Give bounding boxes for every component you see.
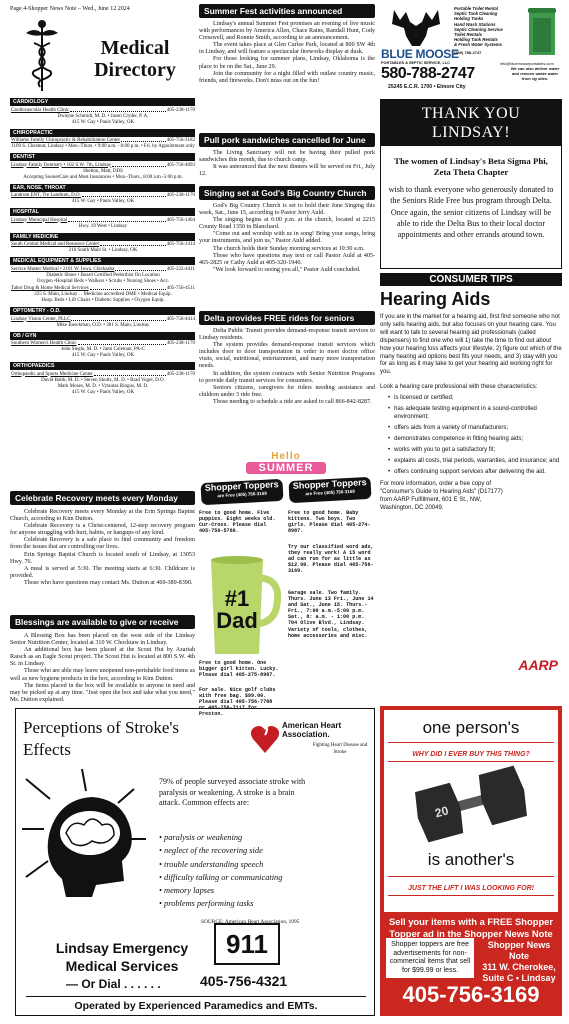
leader-dots [100, 242, 165, 246]
celebrate-heading: Celebrate Recovery meets every Monday [10, 491, 195, 505]
free-box: Shopper toppers are free advertisements for non-commercial items that sell for $99.99 or less. [386, 938, 474, 978]
directory-title-line2: Directory [94, 59, 176, 81]
weight-label: 20 [433, 803, 450, 821]
stroke-effects [159, 831, 359, 911]
blue-moose-phone: 580-788-2747 [381, 65, 475, 82]
bullet-icon: • [159, 899, 165, 909]
directory-section-heading: ORTHOPAEDICS [10, 362, 195, 370]
delta-paragraph: The system provides demand-response transit services which includes door to door transportation in order to meet doctor office visits, social, nutritional, entertainment, and many more transportation needs. [199, 342, 375, 370]
directory-entry [10, 163, 195, 169]
leader-dots [121, 138, 166, 142]
blue-moose-service: Septic Tank Cleaning [454, 11, 498, 17]
directory-entry-line: Oxygen •Hospital Beds • Walkers • Scrubs • Nursing Shoes • Acc. [36, 278, 170, 284]
summer-fest-paragraph: For those looking for summer plans, Lindsay, Oklahoma is the place to be on the Sat., June 29. [199, 56, 375, 70]
delta-paragraph: In addition, the system contracts with Senior Nutrition Programs to provide daily transit services for consumers. [199, 370, 375, 384]
directory-entry-name: Cardiovascular Health Clinic [11, 107, 70, 113]
leader-dots [78, 341, 166, 345]
directory-section-heading: CHIROPRACTIC [10, 129, 195, 137]
thank-you-body: wish to thank everyone who generously donated to the Seniors Ride Free bus program through Delta. Once again, the senior citizens of Lindsay will be able to ride the Delta Bus to their local doctor appointments and other errands around town. [388, 185, 554, 240]
consumer-tips-bullet [388, 395, 562, 403]
consumer-tips-bullet-text: works with you to get a satisfactory fit; [394, 446, 496, 453]
directory-entry-phone: 405-238-1170 [166, 107, 195, 113]
celebrate-paragraph: Celebrate Recovery is a safe place to find community and freedom from the issues that are controlling our lives. [10, 537, 195, 551]
directory-sections [10, 98, 195, 396]
consumer-tips-bullet-text: demonstrates competence in fitting hearing aids; [394, 435, 524, 442]
blessings-heading: Blessings are available to give or receive [10, 615, 195, 629]
why-banner [388, 742, 554, 762]
directory-entry-line: Dwayne Schmidt, M. D. • Jason Cryder, P. A. [57, 113, 149, 119]
celebrate-body [10, 509, 195, 587]
directory-entry-line: John Siegle, M. D. • Jami Coleman, PA-C [61, 347, 145, 352]
pull-pork-article [199, 133, 375, 178]
directory-entry-line: 415 W. Gay • Pauls Valley, OK [71, 199, 135, 204]
consumer-tips-bullets [380, 395, 562, 476]
consumer-tips-bullet-text: offers continuing support services after delivering the aid. [394, 468, 546, 475]
directory-entry-name: Landrum ENT, Tre Landrum, D.O. [11, 193, 81, 198]
dad-text [213, 588, 261, 632]
directory-entry-line: Mike Boeckman, O.D. • 301 S. Main, Lindsay [56, 322, 150, 328]
blessings-paragraph: Those who are able may leave unopened non-perishable food items as well as new hygiene products in the box, according to Kim Dutton. [10, 668, 195, 682]
just-banner [388, 876, 554, 896]
leader-dots [94, 372, 166, 376]
directory-title-area [10, 17, 195, 95]
bullet-icon: • [159, 833, 165, 842]
caduceus-icon [24, 19, 60, 93]
singing-paragraph: The singing begins at 6:00 p.m. at the church, located at 2215 County Road 1350 in Blanchard. [199, 217, 375, 231]
directory-entry-line: 216 South Main St. • Lindsay, OK [68, 248, 138, 253]
pull-pork-paragraph: The Living Sanctuary will not be having their pulled pork sandwiches this month, due to church camp. [199, 150, 375, 164]
directory-entry-name: Lindsay Vision Center, PLLC [11, 316, 71, 322]
summer-text: SUMMER [246, 462, 326, 474]
num-911-box [214, 923, 280, 965]
consumer-tips-bullet [388, 469, 562, 477]
stroke-effect-text: trouble understanding speech [164, 859, 264, 869]
blessings-paragraph: The items placed in the box will be available to anyone in need and may be picked up at any time. "Just open the box and take what you need," Ms. Dutton explained. [10, 682, 195, 703]
blue-moose-service: Hand Wash Stations [454, 21, 496, 27]
consumer-tips-title: Hearing Aids [380, 289, 491, 309]
head-brain-icon [22, 769, 150, 899]
blue-moose-name: BLUE MOOSE [381, 47, 459, 61]
badge-title: Shopper Toppers [292, 477, 367, 491]
stroke-effect-text: difficulty talking or communicating [164, 872, 283, 882]
consumer-tips-bullet-text: explains all costs, trial periods, warranties, and insurance; and [394, 457, 560, 464]
bullet-icon: • [388, 424, 391, 431]
delta-paragraph: Delta Public Transit provides demand-response transit services to Lindsay residents. [199, 328, 375, 342]
celebrate-paragraph: Erin Springs Baptist Church is located south of Lindsay, at 13053 Hwy. 76. [10, 551, 195, 565]
directory-entry-phone: 405-222-4411 [166, 266, 195, 272]
delta-article [199, 311, 375, 406]
classified-word-ads: Try our classified word ads, they really work! A 15 word ad can run for as little as $12.00. Please dial 405-756-3169. [288, 544, 374, 575]
consumer-tips-bullet [388, 436, 562, 444]
stroke-title-line2: Effects [23, 740, 71, 759]
summer-fest-paragraph: The event takes place at Glen Carlee Park, located at 800 SW 4th in Lindsay, and will feature a spectacular fireworks display at dusk. [199, 42, 375, 56]
hello-text: Hello [271, 451, 301, 462]
ems-operated: Operated by Experienced Paramedics and EMTs. [26, 996, 366, 1012]
stroke-title [23, 717, 179, 761]
directory-entry-phone: 405-756-4093 [166, 162, 195, 168]
summer-fest-body [199, 21, 375, 85]
celebrate-paragraph: Celebrate Recovery meets every Monday at the Erin Springs Baptist Church, according to Kim Dutton. [10, 509, 195, 523]
stroke-effect-item [159, 884, 359, 897]
blue-moose-phone-small: (580) 788-2747 [454, 50, 482, 55]
shopper-topper-ad [380, 706, 562, 1016]
blue-moose-ad [380, 4, 562, 95]
consumer-tips-lead: Look a hearing care professional with these characteristics: [380, 384, 538, 391]
moose-icon [386, 6, 446, 48]
directory-entry-line: 415 W. Gay • Pauls Valley, OK [71, 389, 135, 395]
singing-article [199, 186, 375, 274]
summer-fest-paragraph: Join the community for a night filled with outlaw country music, friends, and fireworks. Don't miss out on the fun! [199, 70, 375, 84]
blue-moose-service: Septic Cleaning Service [454, 26, 503, 32]
leader-dots [115, 267, 166, 271]
directory-entry-phone: 405-756-1414 [166, 242, 195, 247]
medical-directory [10, 17, 195, 396]
stroke-ad [15, 708, 375, 1016]
bullet-icon: • [388, 468, 391, 475]
singing-body [199, 203, 375, 274]
shopper-addr2: 311 W. Cherokee, [482, 962, 556, 972]
directory-entry-phone: 405-238-1170 [166, 341, 195, 346]
bullet-icon: • [388, 395, 391, 402]
aarp-logo: AARP [518, 657, 558, 673]
delta-heading: Delta provides FREE rides for seniors [199, 311, 375, 325]
blue-moose-services [454, 6, 503, 48]
thank-you-subtitle: The women of Lindsay's Beta Sigma Phi, Zeta Theta Chapter [394, 156, 548, 177]
blessings-paragraph: An additional box has been placed at the Scout Hut by Azariah Raisch as an Eagle Scout project. The Scout Hut is located at 800 S.W. 4th St. in Lindsay. [10, 647, 195, 668]
why-text: WHY DID I EVER BUY THIS THING? [412, 751, 530, 758]
directory-section-heading: HOSPITAL [10, 208, 195, 216]
directory-entry-phone: 405-756-4511 [166, 286, 195, 291]
singing-heading: Singing set at God's Big Country Church [199, 186, 375, 200]
aha-tag: Fighting Heart Disease and Stroke [312, 743, 368, 755]
singing-paragraph: God's Big Country Church is set to hold their June Singing this week, Sat., June 15, according to Pastor Jerry Auld. [199, 203, 375, 217]
directory-section-heading: EAR, NOSE, THROAT [10, 184, 195, 192]
classified-puppies: Free to good home. Five puppies. Eight weeks old. Cur-Cross. Please dial 405-756-5760. [199, 510, 276, 535]
delta-body [199, 328, 375, 406]
consumer-tips-footer: For more information, order a free copy of "Consumer's Guide to Hearing Aids" (D17177) from AARP Fulfillment, 601 E St., NW, Washington, DC 20049. [380, 481, 503, 512]
stroke-effect-item [159, 897, 359, 910]
consumer-tips-bullet [388, 458, 562, 466]
stroke-effect-item [159, 844, 359, 857]
leader-dots [68, 218, 166, 222]
just-text: JUST THE LIFT I WAS LOOKING FOR! [408, 885, 534, 892]
directory-entry-phone: 405-756-4414 [166, 316, 195, 322]
stroke-effect-text: memory lapses [164, 886, 215, 896]
blue-moose-service: Toilet Rentals [454, 32, 483, 38]
dad-number: #1 [224, 586, 250, 611]
stroke-effect-text: problems performing tasks [164, 899, 254, 909]
consumer-tips-bullet-text: has adequate testing equipment in a sound-controlled environment; [394, 406, 537, 420]
directory-section-heading: CARDIOLOGY [10, 98, 195, 106]
blue-moose-service: Portable Toilet Rental [454, 6, 499, 11]
ems-line2: Medical Services [65, 958, 179, 974]
directory-entry-line: Mark Moses, M. D. • Vytautas Ringus, M. D. [57, 383, 149, 389]
directory-entry-line: 415 W. Gay • Pauls Valley, OK [71, 119, 135, 125]
directory-entry-name: Lindsay Family Dentistry • 102 S.W. 7th, Lindsay [11, 162, 112, 168]
directory-entry-line: Shelton, Matt, DDS [83, 168, 123, 174]
stroke-effect-item [159, 858, 359, 871]
shopper-toppers-badge-left [200, 479, 283, 505]
directory-entry-name: South Central Medical and Resource Center [11, 242, 100, 247]
shopper-phone: 405-756-3169 [402, 982, 540, 1007]
pull-pork-body [199, 150, 375, 178]
summer-fest-heading: Summer Fest activities announced [199, 4, 375, 18]
singing-paragraph: The church holds their Sunday morning services at 10:30 a.m. [213, 245, 365, 252]
bullet-icon: • [159, 846, 165, 856]
singing-paragraph: "We look forward to seeing you all," Pastor Auld concluded. [213, 266, 361, 273]
leader-dots [70, 108, 166, 112]
sell-text: Sell your items with a FREE Shopper Topper ad in the Shopper News Note [388, 916, 554, 939]
consumer-tips-bullet [388, 447, 562, 455]
consumer-tips-bullet-text: offers aids from a variety of manufacturers; [394, 424, 509, 431]
stroke-effect-item [159, 831, 359, 844]
leader-dots [90, 286, 166, 290]
bullet-icon: • [388, 446, 391, 453]
blue-moose-tagline: We can also deliver water and remove waste water from rig sites. [510, 66, 560, 81]
directory-entry-name: Orthopaedic and Sports Medicine Center [11, 371, 93, 377]
shopper-toppers-badge-right [288, 477, 371, 503]
classified-garage-sale: Garage sale. Two family. Thurs. June 13 Fri., June 14 and Sat., June 15. Thurs.-Fri., 7:00 a.m.-5:00 p.m. Sat., 8: a.m. - 1:00 p.m. 704 Olive Blvd., Lindsay. Variety of tools, clothes, home accessories and misc. [288, 590, 374, 639]
directory-entry-phone: 405-756-3182 [166, 138, 195, 143]
directory-entry-name: Lindsay Municipal Hospital [11, 217, 68, 223]
celebrate-paragraph: A meal is served at 5:30. The meeting starts at 6:30. Childcare is provided. [10, 565, 195, 579]
heart-torch-icon [250, 719, 280, 755]
pull-pork-paragraph: It was announced that the next dinners will be served on Fri., July 12. [199, 164, 375, 178]
one-person-text: one person's [422, 718, 520, 737]
directory-title-line1: Medical [100, 37, 170, 59]
shopper-addr3: Suite C • Lindsay [482, 973, 556, 983]
bullet-icon: • [159, 859, 165, 869]
celebrate-paragraph: Those who have questions may contact Ms. Dutton at 469-389-8390. [24, 579, 193, 586]
directory-entry-line: David Bobb, M. D. • Steven Shultz, M. D. • Brad Vogel, D.O. [41, 377, 165, 383]
bullet-icon: • [159, 886, 165, 896]
blue-moose-service: Holding Tanks [454, 16, 484, 22]
shopper-addr1: Shopper News Note [487, 940, 551, 961]
bullet-icon: • [388, 406, 391, 413]
directory-entry-line: 415 W. Gay • Pauls Valley, OK [71, 353, 135, 358]
or-dial: — Or Dial . . . . . . [66, 977, 161, 991]
directory-entry-name: Tabor Drug & Home Medical Services [11, 286, 89, 291]
stroke-source: SOURCE: American Heart Association, 1995 [201, 919, 300, 925]
page-header: Page 4-Shopper News Note – Wed., June 12 2024 [10, 6, 130, 12]
classified-kitten-lucky: Free to good home. One bigger girl kitten. Lucky. Please dial 405-275-8987. [199, 660, 279, 679]
singing-paragraph: Those who have questions may text or call Pastor Auld at 405-465-2825 or Cathy Auld at 405-320-1940. [199, 252, 375, 266]
summer-fest-article [199, 4, 375, 85]
stroke-title-line1: Perceptions of Stroke's [23, 718, 180, 737]
blue-moose-email: info@bluemooseportables.com [500, 61, 554, 66]
blessings-article [10, 615, 195, 704]
consumer-tips-intro: If you are in the market for a hearing aid, first find someone who not only sells hearing aids, but also focuses on your hearing care. You will want to talk to several hearing aid professionals (called dispensers) to find one who will 1) take the time to find out about how your hearing loss affects your lifestyle, 2) figure out which of the many hearing aid options best fits your needs, and 3) stay with you for as long as it may take to get your hearing aid working right for you. [380, 314, 562, 376]
directory-section-heading: FAMILY MEDICINE [10, 233, 195, 241]
dumbbell-icon [406, 764, 536, 844]
leader-dots [112, 163, 165, 167]
blue-moose-address: 25245 E.C.R. 1700 • Elmore City [388, 84, 466, 90]
ems-line1: Lindsay Emergency [55, 940, 189, 956]
stroke-effect-text: paralysis or weakening [164, 833, 243, 842]
ems-phone: 405-756-4321 [200, 973, 288, 989]
directory-section-heading: DENTIST [10, 153, 195, 161]
directory-entry-phone: 405-238-1170 [166, 371, 195, 377]
portable-toilet-icon [525, 6, 559, 56]
stroke-effect-item [159, 871, 359, 884]
stroke-effect-text: neglect of the recovering side [164, 846, 263, 856]
blue-moose-sub: PORTABLES & SEPTIC SERVICE, LLC [381, 61, 450, 65]
consumer-tips-bullet [388, 406, 562, 422]
leader-dots [82, 193, 166, 197]
summer-fest-paragraph: Lindsay's annual Summer Fest promises an evening of live music with performances by America Allen, Chace Rains, Randall Hunt, Cody Cresswell, and Ronnie Smith, according to an announcement. [199, 21, 375, 42]
celebrate-paragraph: Celebrate Recovery is a Christ-centered, 12-step recovery program for anyone struggling with hurt, habits, or hangups of any kind. [10, 523, 195, 537]
directory-section-heading: OPTOMETRY - O.D. [10, 307, 195, 315]
delta-paragraph: Seniors citizens, caregivers for riders needing assistance and children under 3 ride free. [199, 384, 375, 398]
aha-name: American Heart Association. [282, 721, 342, 739]
consumer-tips-bullet [388, 425, 562, 433]
directory-entry-phone: 405-238-1170 [166, 193, 195, 198]
directory-entry-phone: 405-756-1404 [166, 217, 195, 223]
bullet-icon: • [388, 457, 391, 464]
badge-sub: are Free (405) 756-3169 [217, 490, 267, 499]
classified-kittens: Free to good home. Baby kittens. Two boys. Two girls. Please dial 405-274-8987. [288, 510, 371, 535]
consumer-tips-ad [380, 273, 562, 701]
directory-title [76, 37, 194, 81]
directory-entry-line: Hwy. 19 West • Lindsay [78, 223, 128, 229]
ems-title [52, 939, 192, 975]
directory-entry-name: Williams Family Chiropractic & Rehabilitation Center [11, 138, 121, 143]
blue-moose-service: Holding Tank Rentals [454, 37, 498, 43]
is-another-text: is another's [427, 850, 515, 869]
bullet-icon: • [159, 872, 165, 882]
singing-paragraph: "Come out and worship with us in song! Bring your songs, bring your instruments, and join us," Pastor Auld added. [199, 231, 375, 245]
shopper-inner-panel [384, 710, 558, 912]
thank-you-title: THANK YOU LINDSAY! [381, 100, 561, 146]
num-911: 911 [226, 929, 268, 959]
dad-mug-graphic [205, 552, 283, 660]
directory-section-heading: OB / GYN [10, 332, 195, 340]
dad-word: Dad [216, 608, 258, 633]
consumer-tips-bullet-text: is licensed or certified; [394, 395, 454, 402]
directory-entry-line: Hosp. Beds • Lift Chairs • Diabetic Supplies • Oxygen Equip. [41, 298, 165, 303]
directory-entry [10, 267, 195, 273]
delta-paragraph: Those needing to schedule a ride are asked to call 866-842-8287. [213, 398, 372, 405]
shopper-address [478, 940, 560, 984]
bullet-icon: • [388, 435, 391, 442]
badge-title: Shopper Toppers [204, 479, 279, 493]
celebrate-article [10, 491, 195, 587]
directory-section-heading: MEDICAL EQUIPMENT & SUPPLIES [10, 257, 195, 265]
consumer-tips-banner: CONSUMER TIPS [380, 273, 562, 286]
directory-entry-line: Diabetic Shoes • Board Certified Pedorthist On Location [46, 272, 160, 278]
blessings-body [10, 633, 195, 704]
directory-entry-name: Service Master Medical • 2101 W. Iowa, Chickasha [11, 266, 115, 272]
stroke-lead: 79% of people surveyed associate stroke with paralysis or weakening. A stroke is a brain attack. Common effects are: [159, 777, 306, 807]
directory-entry-line: Accepting SoonerCare and Most Insurances • Mon.-Thurs., 8:00 a.m.-5:00 p.m. [23, 174, 183, 180]
badge-sub: are Free (405) 756-3169 [305, 488, 355, 497]
thank-you-ad [380, 99, 562, 269]
classified-golf-clubs: For sale. Nice golf clubs with free bag. $99.00. Please dial 405-756-7788 or 405-756-7117 for Preston. [199, 687, 276, 718]
leader-dots [71, 317, 165, 321]
directory-entry-line: 1109 S. Chestnut, Lindsay • Mon.-Thurs. • 9:00 a.m. - 6:00 p.m. • Fri. by Appointment only [11, 144, 195, 149]
blessings-paragraph: A Blessing Box has been placed on the west side of the Lindsay Senior Nutrition Center, located at 310 W. Chocktaw in Lindsay. [10, 633, 195, 647]
blue-moose-service: & Fresh Water Systems [454, 42, 502, 48]
hello-summer-graphic [246, 452, 326, 476]
directory-entry-line: 225 S. Main, Lindsay . . Medicine accredited DME • Medical Equip. [34, 292, 172, 297]
directory-entry-name: Southern Women's Health Clinic [11, 341, 77, 346]
pull-pork-heading: Pull pork sandwiches cancelled for June [199, 133, 375, 147]
